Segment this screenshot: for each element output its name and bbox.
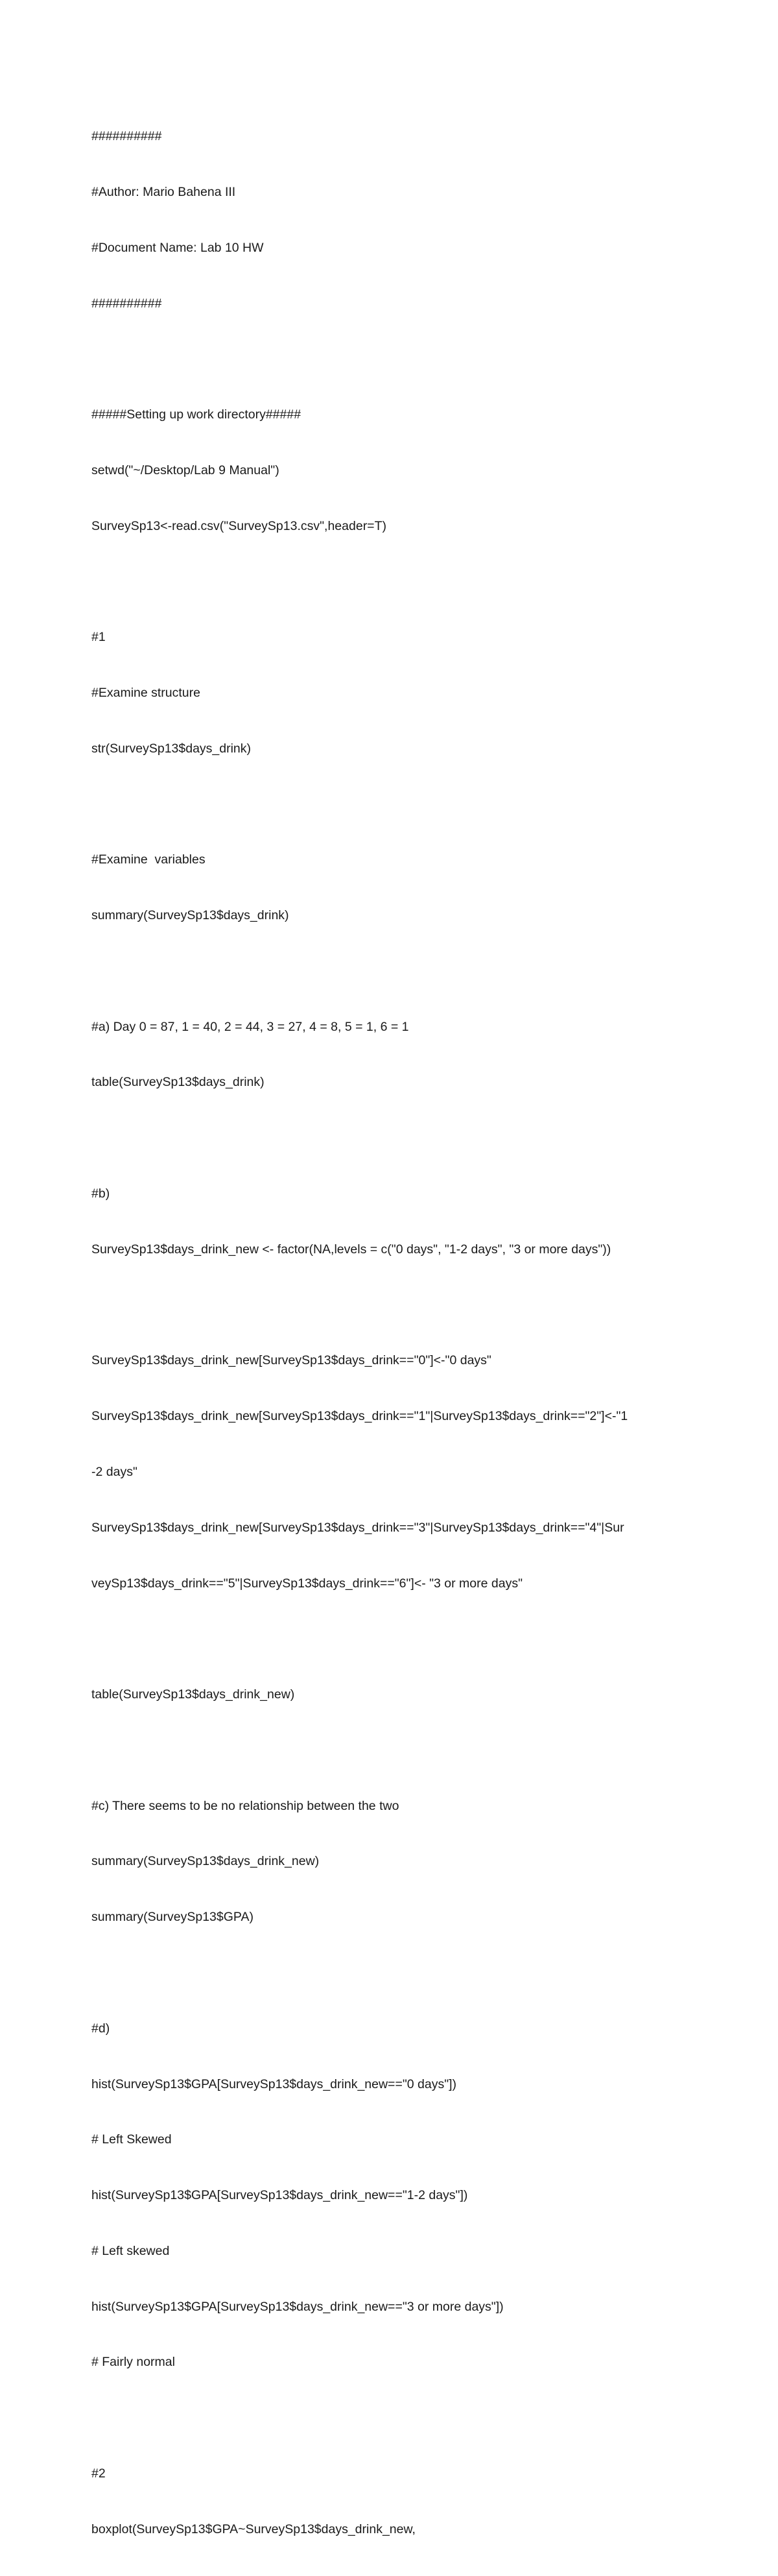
- text-line: #Author: Mario Bahena III: [91, 184, 236, 199]
- text-line: summary(SurveySp13$days_drink_new): [91, 1854, 320, 1869]
- text-line: table(SurveySp13$days_drink_new): [91, 1687, 295, 1702]
- text-line: table(SurveySp13$days_drink): [91, 1075, 265, 1090]
- text-line: hist(SurveySp13$GPA[SurveySp13$days_drink_new=="1-2 days"]): [91, 2188, 468, 2203]
- text-line: -2 days": [91, 1464, 137, 1479]
- blank-line: [91, 572, 688, 591]
- blank-line: [91, 795, 688, 814]
- text-line: hist(SurveySp13$GPA[SurveySp13$days_drink_new=="0 days"]): [91, 2076, 457, 2091]
- text-line: #c) There seems to be no relationship between the two: [91, 1798, 399, 1813]
- text-line: setwd("~/Desktop/Lab 9 Manual"): [91, 463, 279, 477]
- text-line: boxplot(SurveySp13$GPA~SurveySp13$days_drink_new,: [91, 2522, 416, 2536]
- text-line: ##########: [91, 296, 162, 311]
- text-line: #1: [91, 630, 106, 645]
- text-line: #####Setting up work directory#####: [91, 407, 301, 422]
- text-line: #b): [91, 1186, 110, 1201]
- blank-line: [91, 1964, 688, 1982]
- blank-line: [91, 962, 688, 981]
- blank-line: [91, 1296, 688, 1315]
- text-line: #Examine variables: [91, 852, 206, 867]
- document-body: [91, 90, 688, 2576]
- blank-line: [91, 1129, 688, 1148]
- text-line: veySp13$days_drink=="5"|SurveySp13$days_drink=="6"]<- "3 or more days": [91, 1576, 523, 1591]
- blank-line: [91, 1741, 688, 1760]
- text-line: SurveySp13$days_drink_new <- factor(NA,levels = c("0 days", "1-2 days", "3 or more days")): [91, 1242, 611, 1257]
- text-line: #2: [91, 2466, 106, 2481]
- text-line: # Left Skewed: [91, 2132, 172, 2147]
- text-line: # Left skewed: [91, 2243, 170, 2258]
- blank-line: [91, 350, 688, 368]
- text-line: SurveySp13$days_drink_new[SurveySp13$days_drink=="3"|SurveySp13$days_drink=="4"|Sur: [91, 1520, 624, 1535]
- text-line: #a) Day 0 = 87, 1 = 40, 2 = 44, 3 = 27, 4 = 8, 5 = 1, 6 = 1: [91, 1019, 409, 1034]
- text-line: ##########: [91, 129, 162, 144]
- text-line: SurveySp13$days_drink_new[SurveySp13$days_drink=="1"|SurveySp13$days_drink=="2"]<-"1: [91, 1409, 628, 1424]
- text-line: #Examine structure: [91, 686, 200, 700]
- text-line: hist(SurveySp13$GPA[SurveySp13$days_drink_new=="3 or more days"]): [91, 2299, 504, 2314]
- blank-line: [91, 1630, 688, 1648]
- text-line: summary(SurveySp13$days_drink): [91, 908, 289, 923]
- blank-line: [91, 2409, 688, 2427]
- text-line: #Document Name: Lab 10 HW: [91, 240, 264, 255]
- text-line: # Fairly normal: [91, 2355, 175, 2370]
- text-line: summary(SurveySp13$GPA): [91, 1910, 253, 1925]
- text-line: SurveySp13<-read.csv("SurveySp13.csv",header=T): [91, 518, 386, 533]
- text-line: str(SurveySp13$days_drink): [91, 741, 252, 756]
- text-line: #d): [91, 2021, 110, 2036]
- text-line: SurveySp13$days_drink_new[SurveySp13$days_drink=="0"]<-"0 days": [91, 1353, 491, 1368]
